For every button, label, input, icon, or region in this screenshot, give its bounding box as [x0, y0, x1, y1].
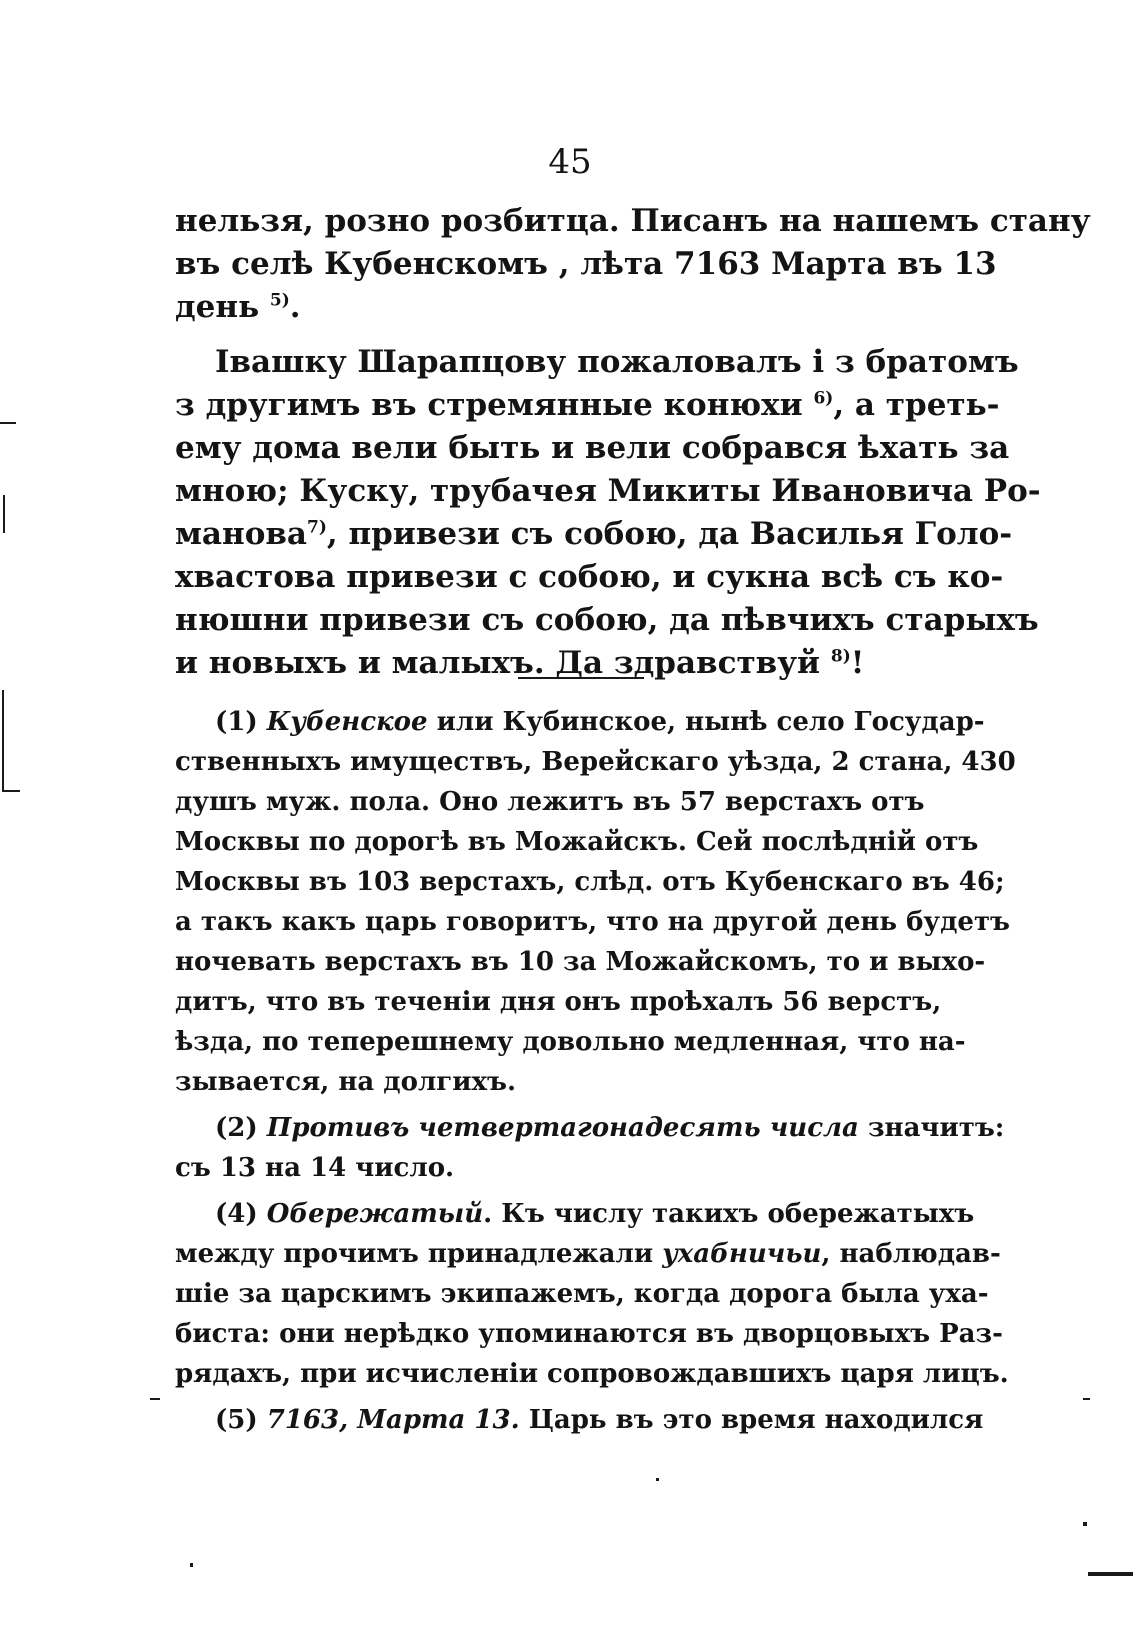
- text-fragment: или Кубинское, нынѣ село Государ-: [427, 707, 985, 737]
- footnote-term: Кубенское: [266, 707, 428, 737]
- margin-mark: [150, 1398, 160, 1400]
- footnote-separator: [518, 677, 644, 679]
- text-fragment: Царь въ это время находился: [519, 1405, 984, 1435]
- text-line: Івашку Шарапцову пожаловалъ і з братомъ: [215, 344, 1019, 380]
- text-line: въ селѣ Кубенскомъ , лѣта 7163 Марта въ 13: [175, 246, 997, 282]
- text-fragment: значитъ:: [858, 1113, 1005, 1143]
- text-line: ственныхъ имуществъ, Верейскаго уѣзда, 2 стана, 430: [175, 747, 1016, 777]
- text-line: [175, 513, 1013, 556]
- margin-mark: [1083, 1398, 1090, 1400]
- footnote-5: [175, 1400, 984, 1440]
- paragraph-1: [175, 200, 1091, 329]
- text-fragment: , наблюдав-: [821, 1239, 1001, 1269]
- text-fragment: . Къ числу такихъ обережатыхъ: [483, 1199, 975, 1229]
- footnote-reference: 7): [307, 517, 327, 538]
- margin-mark: [656, 1478, 659, 1481]
- margin-mark: [1083, 1522, 1087, 1526]
- text-fragment: и новыхъ и малыхъ. Да здравствуй: [175, 645, 821, 681]
- footnote-term: ухабничьи: [662, 1239, 822, 1269]
- text-line: нельзя, розно розбитца. Писанъ на нашемъ стану: [175, 203, 1091, 239]
- footnote-term: Обережатый: [266, 1199, 484, 1229]
- text-fragment: .: [289, 289, 301, 325]
- footnote-2: [175, 1108, 1005, 1188]
- margin-mark: [3, 495, 5, 533]
- text-fragment: з другимъ въ стремянные конюхи: [175, 387, 803, 423]
- text-line: мною; Куску, трубачея Микиты Ивановича Ро-: [175, 473, 1041, 509]
- text-line: рядахъ, при исчисленіи сопровождавшихъ царя лицъ.: [175, 1359, 1009, 1389]
- text-line: [175, 286, 915, 329]
- text-line: [175, 1234, 1001, 1274]
- text-line: съ 13 на 14 число.: [175, 1153, 455, 1183]
- footnote-number: (5): [215, 1405, 267, 1435]
- margin-mark: [2, 690, 4, 790]
- text-fragment: , а треть-: [833, 387, 1000, 423]
- footnote-number: (4): [215, 1199, 267, 1229]
- text-fragment: день: [175, 289, 260, 325]
- text-line: нюшни привези съ собою, да пѣвчихъ старыхъ: [175, 602, 1039, 638]
- page-number: 45: [548, 142, 592, 182]
- text-line: зывается, на долгихъ.: [175, 1067, 517, 1097]
- footnote-number: (1): [215, 707, 267, 737]
- margin-mark: [190, 1563, 193, 1567]
- text-line: [175, 1400, 984, 1440]
- text-line: шіе за царскимъ экипажемъ, когда дорога была уха-: [175, 1279, 989, 1309]
- text-fragment: манова: [175, 516, 308, 552]
- footnote-reference: 5): [269, 290, 290, 311]
- text-line: [175, 702, 985, 742]
- footnote-term: 7163, Марта 13.: [266, 1405, 520, 1435]
- text-line: [175, 1194, 975, 1234]
- main-text: [175, 200, 1091, 685]
- text-fragment: !: [850, 645, 865, 681]
- text-line: дитъ, что въ теченіи дня онъ проѣхалъ 56 верстъ,: [175, 987, 942, 1017]
- paragraph-2: [175, 341, 1041, 685]
- footnote-reference: 6): [813, 388, 834, 409]
- footnote-4: [175, 1194, 1009, 1394]
- text-line: Москвы по дорогѣ въ Можайскъ. Сей послѣдній отъ: [175, 827, 979, 857]
- margin-mark: [0, 422, 16, 424]
- footnotes: [175, 702, 1016, 1440]
- text-line: ему дома вели быть и вели собрався ѣхать за: [175, 430, 1010, 466]
- text-line: ночевать верстахъ въ 10 за Можайскомъ, то и выхо-: [175, 947, 986, 977]
- text-line: [175, 384, 1000, 427]
- footnote-number: (2): [215, 1113, 267, 1143]
- footnote-1: [175, 702, 1016, 1102]
- footnote-term: Противъ четвертагонадесять числа: [266, 1113, 859, 1143]
- text-line: хвастова привези с собою, и сукна всѣ съ ко-: [175, 559, 1004, 595]
- text-fragment: между прочимъ принадлежали: [175, 1239, 663, 1269]
- footnote-reference: 8): [830, 646, 851, 667]
- text-line: а такъ какъ царь говоритъ, что на другой день будетъ: [175, 907, 1010, 937]
- text-line: Москвы въ 103 верстахъ, слѣд. отъ Кубенскаго въ 46;: [175, 867, 1005, 897]
- text-line: ѣзда, по теперешнему довольно медленная, что на-: [175, 1027, 966, 1057]
- text-line: [175, 1108, 1005, 1148]
- text-fragment: , привези съ собою, да Василья Голо-: [326, 516, 1013, 552]
- text-line: биста: они нерѣдко упоминаются въ дворцовыхъ Раз-: [175, 1319, 1003, 1349]
- text-line: душъ муж. пола. Оно лежитъ въ 57 верстахъ отъ: [175, 787, 925, 817]
- margin-mark: [1088, 1572, 1133, 1576]
- margin-mark: [2, 790, 20, 792]
